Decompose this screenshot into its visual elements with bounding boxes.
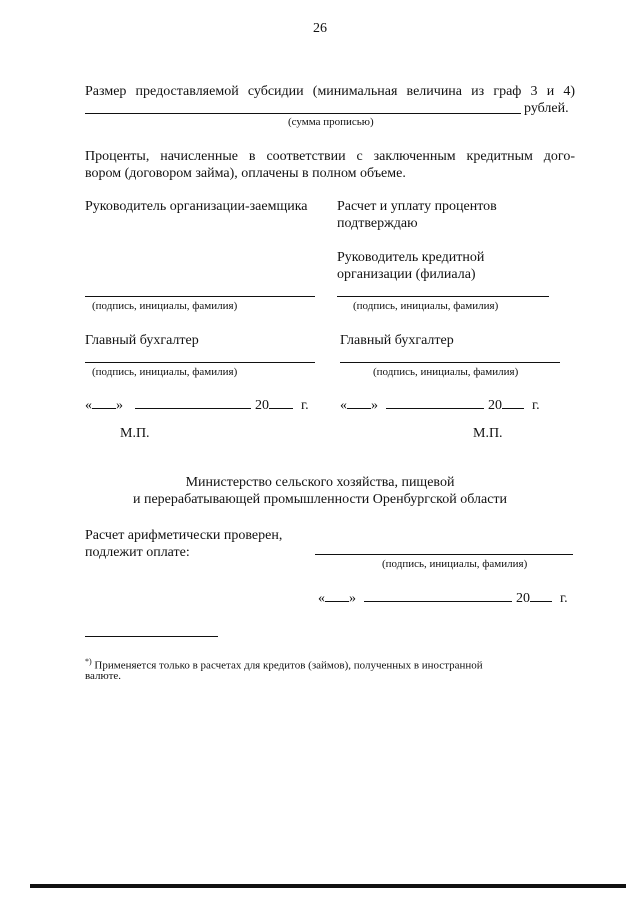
borrower-head-signature-caption: (подпись, инициалы, фамилия) bbox=[92, 300, 238, 312]
date-close-quote: » bbox=[349, 591, 356, 606]
interest-statement-line2: вором (договором займа), оплачены в полном объеме. bbox=[85, 166, 406, 181]
interest-statement-line1: Проценты, начисленные в соответствии с заключенным кредитным дого- bbox=[85, 149, 575, 164]
bank-date-field bbox=[340, 396, 540, 414]
subsidy-currency: рублей. bbox=[524, 101, 569, 116]
year-blank bbox=[502, 396, 524, 409]
verification-signature-caption: (подпись, инициалы, фамилия) bbox=[382, 558, 528, 570]
borrower-stamp-label: М.П. bbox=[120, 426, 150, 441]
month-blank bbox=[386, 396, 484, 409]
year-suffix: г. bbox=[532, 398, 540, 413]
day-blank bbox=[325, 589, 349, 602]
year-prefix: 20 bbox=[488, 398, 502, 413]
bank-head-signature-line bbox=[337, 296, 549, 297]
subsidy-amount-caption: (сумма прописью) bbox=[288, 116, 374, 128]
confirm-line2: подтверждаю bbox=[337, 216, 418, 231]
month-blank bbox=[364, 589, 512, 602]
page-bottom-rule bbox=[30, 884, 626, 888]
footnote-text: Применяется только в расчетах для кредитов (займов), полученных в иностранной bbox=[94, 659, 483, 672]
subsidy-text: Размер предоставляемой субсидии (минимальная величина из граф 3 и 4) bbox=[85, 84, 575, 99]
borrower-date-field bbox=[85, 396, 309, 414]
verification-line2: подлежит оплате: bbox=[85, 545, 190, 560]
ministry-line1: Министерство сельского хозяйства, пищевой bbox=[185, 475, 455, 490]
verification-signature-line bbox=[315, 554, 573, 555]
borrower-accountant-signature-caption: (подпись, инициалы, фамилия) bbox=[92, 366, 238, 378]
borrower-head-signature-line bbox=[85, 296, 315, 297]
bank-accountant-signature-line bbox=[340, 362, 560, 363]
year-suffix: г. bbox=[560, 591, 568, 606]
date-open-quote: « bbox=[318, 591, 325, 606]
day-blank bbox=[347, 396, 371, 409]
bank-stamp-label: М.П. bbox=[473, 426, 503, 441]
month-blank bbox=[135, 396, 251, 409]
date-open-quote: « bbox=[85, 398, 92, 413]
date-close-quote: » bbox=[116, 398, 123, 413]
day-blank bbox=[92, 396, 116, 409]
confirm-line1: Расчет и уплату процентов bbox=[337, 199, 497, 214]
footnote-separator bbox=[85, 636, 218, 637]
year-prefix: 20 bbox=[516, 591, 530, 606]
footnote-marker: *) bbox=[85, 657, 92, 666]
verification-date-field bbox=[318, 589, 568, 607]
verification-line1: Расчет арифметически проверен, bbox=[85, 528, 283, 543]
borrower-accountant-signature-line bbox=[85, 362, 315, 363]
year-blank bbox=[530, 589, 552, 602]
bank-head-title-line2: организации (филиала) bbox=[337, 267, 476, 282]
bank-accountant-title: Главный бухгалтер bbox=[340, 333, 454, 348]
year-suffix: г. bbox=[301, 398, 309, 413]
borrower-accountant-title: Главный бухгалтер bbox=[85, 333, 199, 348]
footnote-line1 bbox=[85, 655, 483, 673]
bank-accountant-signature-caption: (подпись, инициалы, фамилия) bbox=[373, 366, 519, 378]
subsidy-amount-line bbox=[85, 113, 521, 114]
ministry-line2: и перерабатывающей промышленности Оренбургской области bbox=[132, 492, 508, 507]
date-close-quote: » bbox=[371, 398, 378, 413]
year-prefix: 20 bbox=[255, 398, 269, 413]
bank-head-title-line1: Руководитель кредитной bbox=[337, 250, 485, 265]
footnote-line2: валюте. bbox=[85, 670, 122, 682]
date-open-quote: « bbox=[340, 398, 347, 413]
year-blank bbox=[269, 396, 293, 409]
page-number: 26 bbox=[313, 21, 327, 36]
borrower-head-title: Руководитель организации-заемщика bbox=[85, 199, 308, 214]
bank-head-signature-caption: (подпись, инициалы, фамилия) bbox=[353, 300, 499, 312]
